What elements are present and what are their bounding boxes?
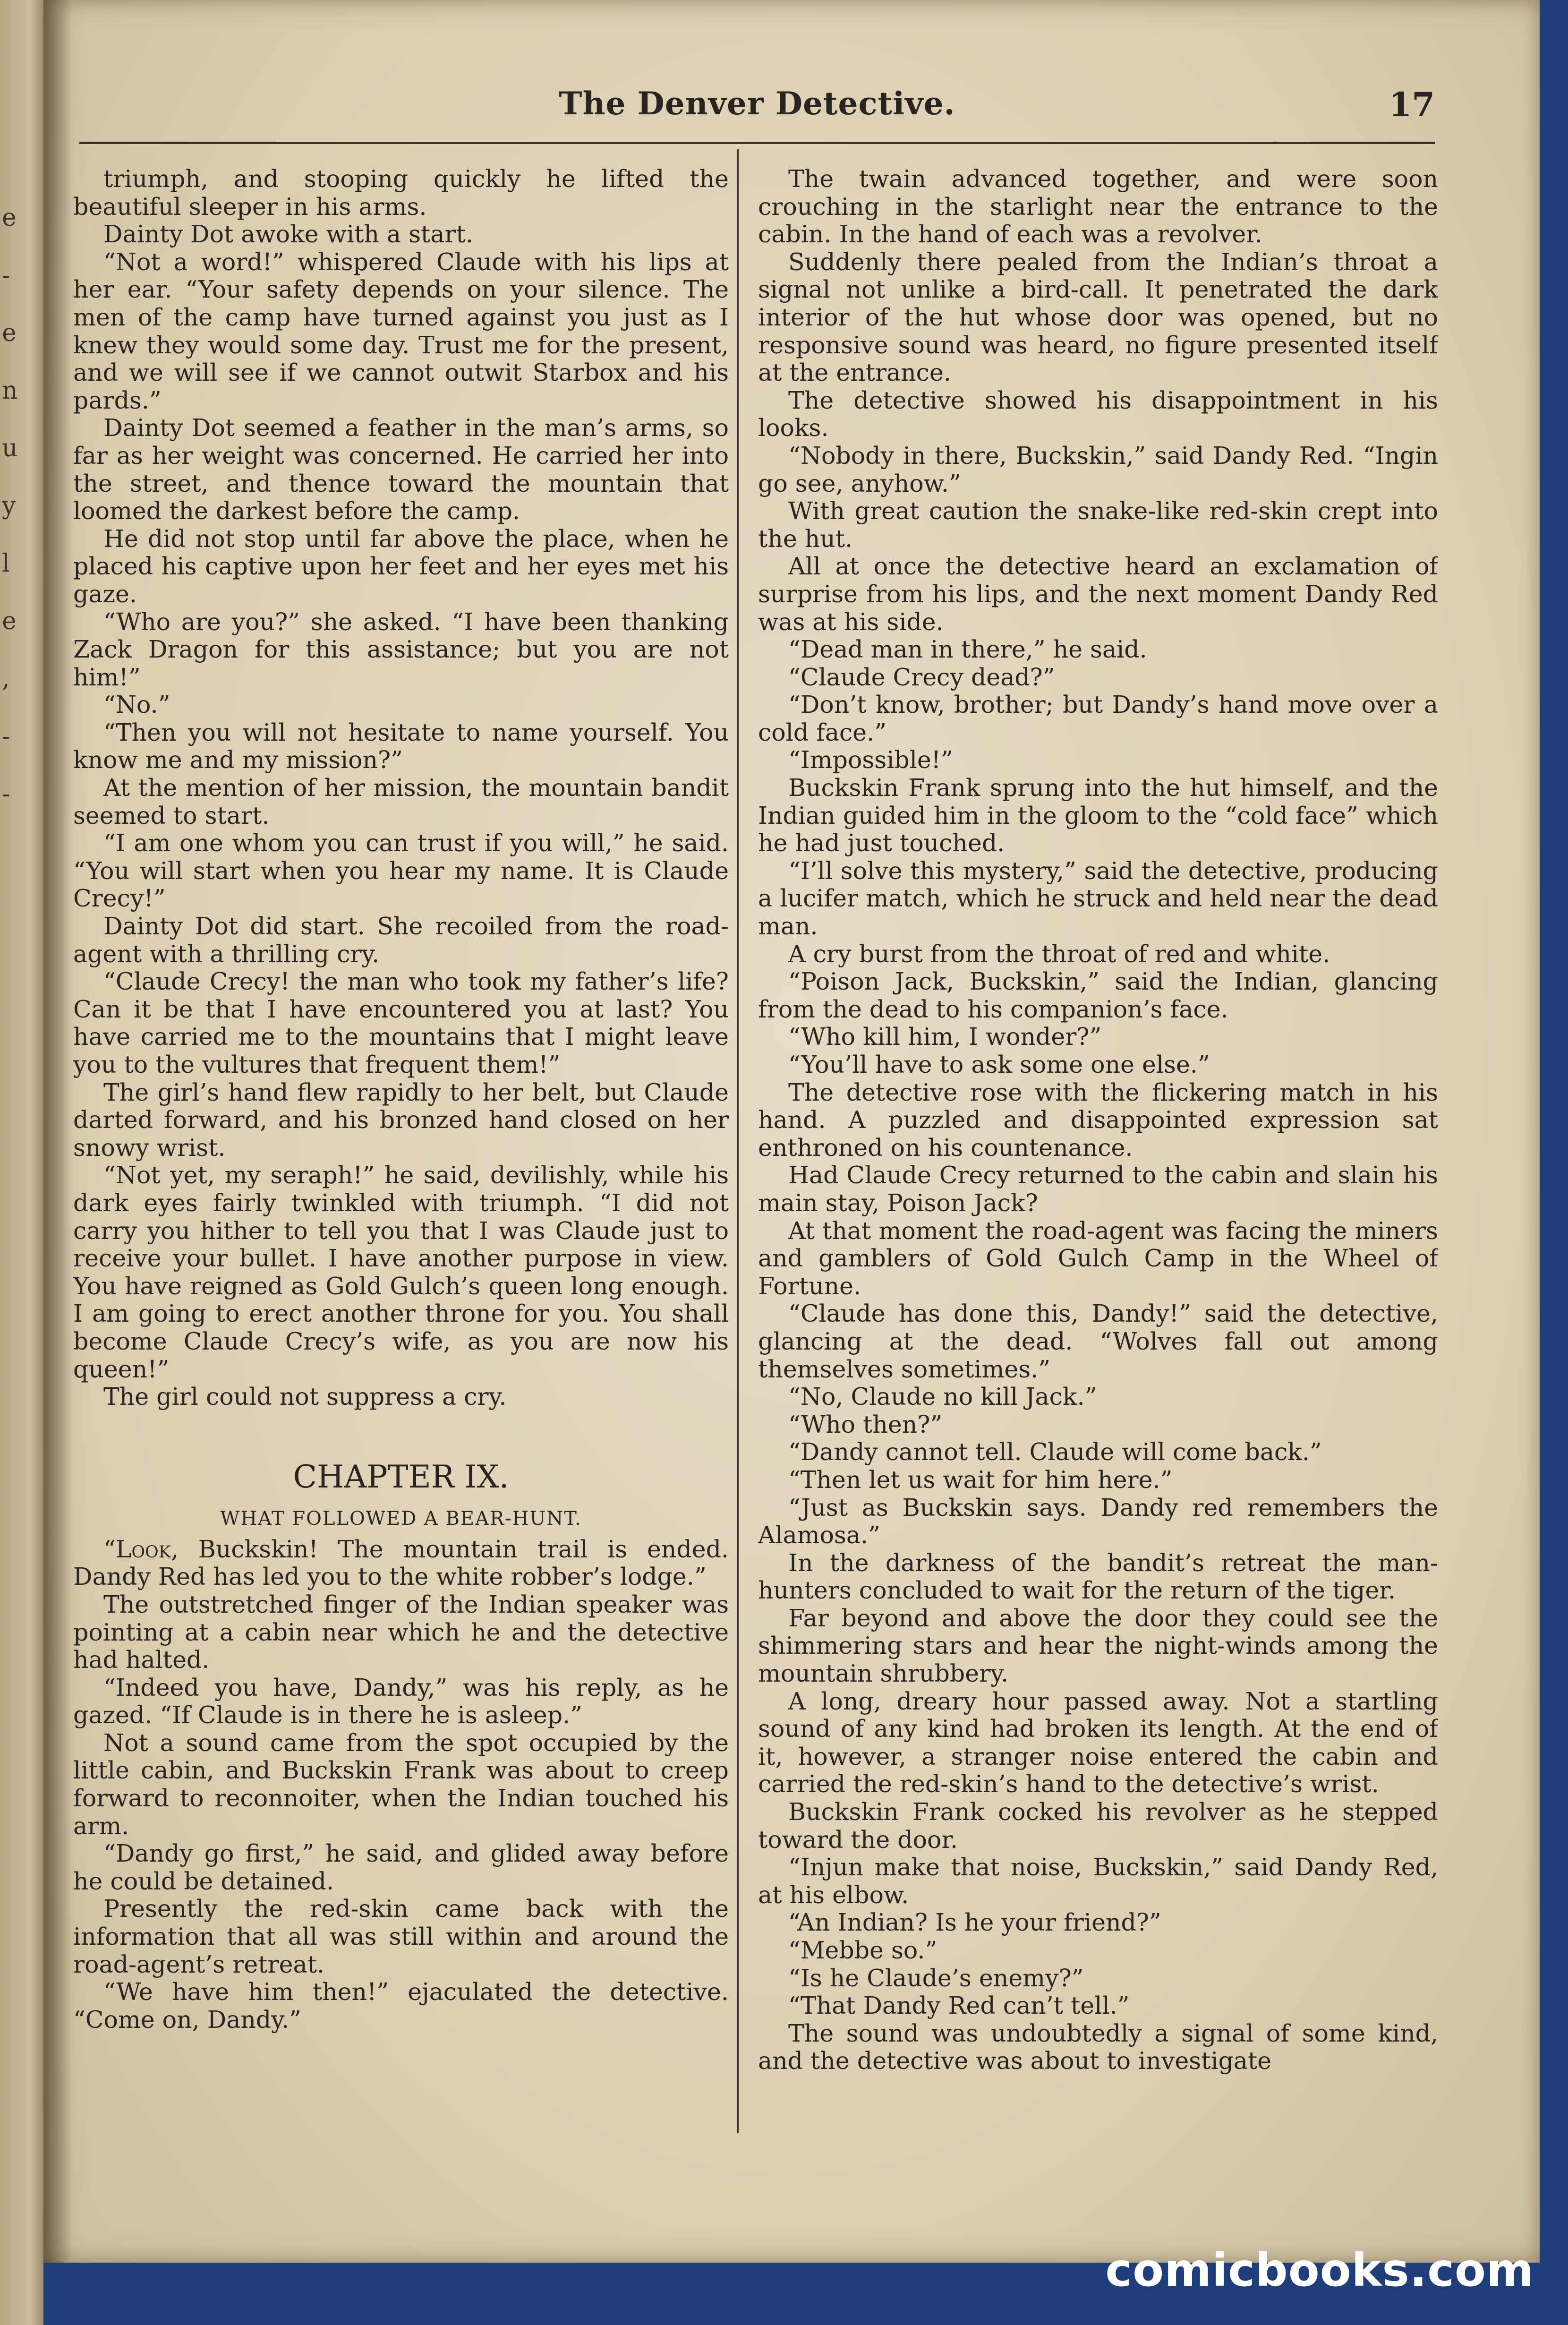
previous-page-letters bbox=[2, 189, 40, 823]
chapter-first-paragraph-text: Buckskin! The mountain trail is ended. Dandy Red has led you to the white robber’s lodge.” bbox=[73, 1535, 729, 1591]
paragraph: The detective showed his disappointment in his looks. bbox=[758, 386, 1438, 442]
paragraph: “Injun make that noise, Buckskin,” said Dandy Red, at his elbow. bbox=[758, 1853, 1438, 1909]
column-rule bbox=[737, 149, 739, 2133]
paragraph: The outstretched finger of the Indian speaker was pointing at a cabin near which he and the detective had halted. bbox=[73, 1590, 729, 1674]
paragraph: “Who then?” bbox=[788, 1410, 943, 1438]
paragraph: He did not stop until far above the place, when he placed his captive upon her feet and her eyes met his gaze. bbox=[73, 524, 729, 608]
header-rule bbox=[79, 142, 1435, 144]
paragraph: “We have him then!” ejaculated the detective. “Come on, Dandy.” bbox=[73, 1978, 729, 2034]
paragraph: Far beyond and above the door they could see the shimmering stars and hear the night-winds among the mountain shrubbery. bbox=[758, 1604, 1438, 1688]
paragraph: “I am one whom you can trust if you will,” he said. “You will start when you hear my name. It is Claude Crecy!” bbox=[73, 829, 729, 913]
paragraph: triumph, and stooping quickly he lifted the beautiful sleeper in his arms. bbox=[73, 165, 729, 221]
previous-page-edge bbox=[0, 0, 43, 2325]
paragraph: Dainty Dot awoke with a start. bbox=[103, 220, 473, 248]
paragraph: The twain advanced together, and were soon crouching in the starlight near the entrance to the cabin. In the hand of each was a revolver. bbox=[758, 165, 1438, 248]
paragraph: Dainty Dot did start. She recoiled from the road-agent with a thrilling cry. bbox=[73, 912, 729, 968]
paragraph: “Not a word!” whispered Claude with his lips at her ear. “Your safety depends on your silence. The men of the camp have turned against you just as I knew they would some day. Trust me for the present, and we will see if we cannot outwit Starbox and his pards.” bbox=[73, 248, 729, 414]
paragraph: “No, Claude no kill Jack.” bbox=[788, 1383, 1097, 1411]
running-title: The Denver Detective. bbox=[559, 85, 955, 122]
page-header bbox=[79, 80, 1435, 137]
paragraph: “Nobody in there, Buckskin,” said Dandy Red. “Ingin go see, anyhow.” bbox=[758, 441, 1438, 497]
edge-letter: - bbox=[2, 780, 10, 808]
paragraph: “An Indian? Is he your friend?” bbox=[788, 1908, 1161, 1937]
paragraph: “I’ll solve this mystery,” said the detective, producing a lucifer match, which he struck and held near the dead man. bbox=[758, 856, 1438, 940]
paragraph: “Dead man in there,” he said. bbox=[788, 635, 1147, 664]
chapter-paragraphs bbox=[73, 1591, 729, 2034]
paragraph: Had Claude Crecy returned to the cabin and slain his main stay, Poison Jack? bbox=[758, 1161, 1438, 1217]
paragraph: In the darkness of the bandit’s retreat the man-hunters concluded to wait for the return of the tiger. bbox=[758, 1548, 1438, 1605]
paragraph: Presently the red-skin came back with the information that all was still within and around the road-agent’s retreat. bbox=[73, 1895, 729, 1978]
paragraph: All at once the detective heard an exclamation of surprise from his lips, and the next moment Dandy Red was at his side. bbox=[758, 552, 1438, 636]
left-column bbox=[73, 165, 729, 2163]
paragraph: Not a sound came from the spot occupied by the little cabin, and Buckskin Frank was about to creep forward to reconnoiter, when the Indian touched his arm. bbox=[73, 1728, 729, 1840]
edge-letter: - bbox=[2, 722, 10, 751]
spine-shadow bbox=[43, 0, 72, 2263]
edge-letter: u bbox=[2, 434, 18, 462]
paragraph: “Not yet, my seraph!” he said, devilishly, while his dark eyes fairly twinkled with triumph. “I did not carry you hither to tell you that I was Claude just to receive your bullet. I have another purpose in view. You have reigned as Gold Gulch’s queen long enough. I am going to erect another throne for you. You shall become Claude Crecy’s wife, as you are now his queen!” bbox=[73, 1161, 729, 1383]
left-column-paragraphs bbox=[73, 165, 729, 1411]
paragraph: The girl could not suppress a cry. bbox=[103, 1383, 507, 1411]
edge-letter: l bbox=[2, 549, 10, 578]
paragraph: At the mention of her mission, the mountain bandit seemed to start. bbox=[73, 774, 729, 829]
right-column bbox=[758, 165, 1438, 2163]
page-number: 17 bbox=[1389, 85, 1435, 124]
edge-letter: e bbox=[2, 607, 17, 635]
paragraph: “Poison Jack, Buckskin,” said the Indian, glancing from the dead to his companion’s face. bbox=[758, 967, 1438, 1023]
paragraph: At that moment the road-agent was facing the miners and gamblers of Gold Gulch Camp in the Wheel of Fortune. bbox=[758, 1216, 1438, 1300]
paragraph: “Then you will not hesitate to name yourself. You know me and my mission?” bbox=[73, 718, 729, 774]
paragraph: Suddenly there pealed from the Indian’s throat a signal not unlike a bird-call. It penetrated the dark interior of the hut whose door was opened, but no responsive sound was heard, no figure presented itself at the entrance. bbox=[758, 248, 1438, 387]
paragraph: With great caution the snake-like red-skin crept into the hut. bbox=[758, 497, 1438, 553]
paragraph: “Mebbe so.” bbox=[788, 1936, 937, 1964]
edge-letter: - bbox=[2, 261, 10, 290]
right-column-paragraphs bbox=[758, 165, 1438, 2075]
paragraph: “No.” bbox=[103, 691, 170, 719]
edge-letter: e bbox=[2, 319, 17, 347]
paragraph: Dainty Dot seemed a feather in the man’s arms, so far as her weight was concerned. He carried her into the street, and thence toward the mountain that loomed the darkest before the camp. bbox=[73, 414, 729, 525]
paragraph: The detective rose with the flickering match in his hand. A puzzled and disappointed expression sat enthroned on his countenance. bbox=[758, 1078, 1438, 1162]
paragraph: Buckskin Frank cocked his revolver as he stepped toward the door. bbox=[758, 1798, 1438, 1854]
paragraph: The girl’s hand flew rapidly to her belt, but Claude darted forward, and his bronzed hand closed on her snowy wrist. bbox=[73, 1078, 729, 1162]
paragraph: A long, dreary hour passed away. Not a startling sound of any kind had broken its length. At the end of it, however, a stranger noise entered the cabin and carried the red-skin’s hand to the detective’s wrist. bbox=[758, 1687, 1438, 1798]
paragraph: “Claude Crecy dead?” bbox=[788, 663, 1055, 691]
paragraph: “Is he Claude’s enemy?” bbox=[788, 1964, 1084, 1992]
paragraph: “Dandy go first,” he said, and glided away before he could be detained. bbox=[73, 1839, 729, 1895]
paragraph: “Impossible!” bbox=[788, 746, 953, 774]
paragraph: Buckskin Frank sprung into the hut himself, and the Indian guided him in the gloom to the “cold face” which he had just touched. bbox=[758, 774, 1438, 857]
paragraph: “Dandy cannot tell. Claude will come back.” bbox=[788, 1438, 1322, 1466]
edge-letter: n bbox=[2, 376, 18, 405]
paragraph: “Don’t know, brother; but Dandy’s hand move over a cold face.” bbox=[758, 691, 1438, 746]
edge-letter: e bbox=[2, 204, 17, 232]
paragraph: A cry burst from the throat of red and white. bbox=[788, 940, 1330, 968]
paragraph: “Then let us wait for him here.” bbox=[788, 1465, 1173, 1494]
paragraph: “That Dandy Red can’t tell.” bbox=[788, 1992, 1130, 2020]
paragraph: The sound was undoubtedly a signal of some kind, and the detective was about to investigate bbox=[758, 2019, 1438, 2075]
chapter-first-word: “Look, bbox=[103, 1535, 179, 1563]
chapter-title: CHAPTER IX. bbox=[293, 1458, 509, 1495]
watermark: comicbooks.com bbox=[1105, 2244, 1534, 2297]
chapter-subtitle: WHAT FOLLOWED A BEAR-HUNT. bbox=[220, 1507, 582, 1530]
paragraph: “Just as Buckskin says. Dandy red remembers the Alamosa.” bbox=[758, 1493, 1438, 1549]
paragraph: “Claude has done this, Dandy!” said the detective, glancing at the dead. “Wolves fall out among themselves sometimes.” bbox=[758, 1299, 1438, 1383]
paragraph: “Who kill him, I wonder?” bbox=[788, 1023, 1102, 1051]
chapter-first-paragraph bbox=[73, 1536, 729, 1591]
edge-letter: , bbox=[2, 665, 10, 693]
paragraph: “Claude Crecy! the man who took my father’s life? Can it be that I have encountered you at last? You have carried me to the mountains that I might leave you to the vultures that frequent them!” bbox=[73, 967, 729, 1078]
paragraph: “You’ll have to ask some one else.” bbox=[788, 1051, 1210, 1078]
edge-letter: y bbox=[2, 492, 16, 520]
paragraph: “Indeed you have, Dandy,” was his reply, as he gazed. “If Claude is in there he is asleep.” bbox=[73, 1673, 729, 1729]
paragraph: “Who are you?” she asked. “I have been thanking Zack Dragon for this assistance; but you are not him!” bbox=[73, 607, 729, 691]
